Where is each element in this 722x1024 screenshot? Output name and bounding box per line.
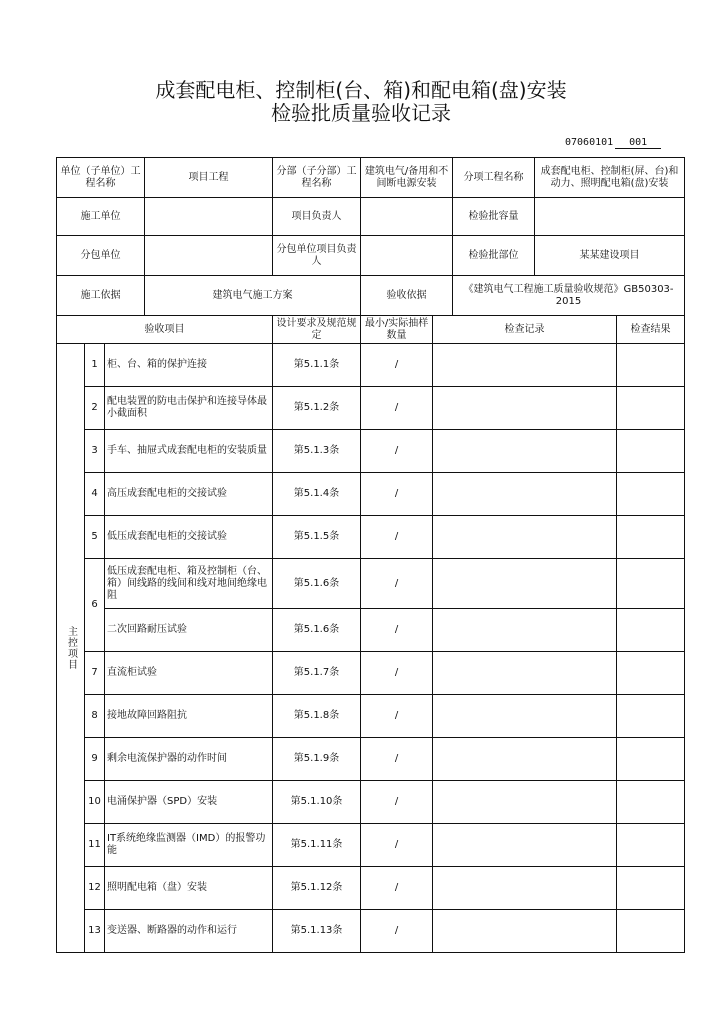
item-clause: 第5.1.9条	[273, 738, 361, 781]
construction-unit-value[interactable]	[145, 198, 273, 236]
subcontract-manager-label: 分包单位项目负责人	[273, 236, 361, 276]
col-header-item: 验收项目	[57, 316, 273, 344]
item-clause: 第5.1.2条	[273, 387, 361, 430]
item-sample: /	[361, 559, 433, 609]
col-header-result: 检查结果	[617, 316, 685, 344]
item-no: 6	[85, 559, 105, 652]
item-name: 高压成套配电柜的交接试验	[105, 473, 273, 516]
item-record[interactable]	[433, 609, 617, 652]
batch-location-value: 某某建设项目	[535, 236, 685, 276]
item-result[interactable]	[617, 824, 685, 867]
item-clause: 第5.1.3条	[273, 430, 361, 473]
item-record[interactable]	[433, 430, 617, 473]
item-name: IT系统绝缘监测器（IMD）的报警功能	[105, 824, 273, 867]
subitem-value: 成套配电柜、控制柜(屏、台)和动力、照明配电箱(盘)安装	[535, 158, 685, 198]
subcontract-unit-value[interactable]	[145, 236, 273, 276]
item-record[interactable]	[433, 344, 617, 387]
item-sample: /	[361, 781, 433, 824]
item-name: 剩余电流保护器的动作时间	[105, 738, 273, 781]
project-manager-value[interactable]	[361, 198, 453, 236]
item-clause: 第5.1.4条	[273, 473, 361, 516]
doc-code	[565, 137, 661, 149]
col-header-sample: 最小/实际抽样数量	[361, 316, 433, 344]
item-clause: 第5.1.11条	[273, 824, 361, 867]
basis-value: 建筑电气施工方案	[145, 276, 361, 316]
item-sample: /	[361, 516, 433, 559]
item-clause: 第5.1.6条	[273, 609, 361, 652]
item-record[interactable]	[433, 516, 617, 559]
item-name: 低压成套配电柜的交接试验	[105, 516, 273, 559]
item-sample: /	[361, 910, 433, 953]
item-result[interactable]	[617, 910, 685, 953]
item-record[interactable]	[433, 738, 617, 781]
item-result[interactable]	[617, 516, 685, 559]
batch-location-label: 检验批部位	[453, 236, 535, 276]
form-title-line1: 成套配电柜、控制柜(台、箱)和配电箱(盘)安装	[155, 78, 567, 102]
inspection-form-table	[56, 157, 685, 953]
item-clause: 第5.1.10条	[273, 781, 361, 824]
construction-unit-label: 施工单位	[57, 198, 145, 236]
doc-code-value: 07060101	[565, 137, 614, 148]
item-name: 电涌保护器（SPD）安装	[105, 781, 273, 824]
acceptance-basis-value: 《建筑电气工程施工质量验收规范》GB50303-2015	[453, 276, 685, 316]
item-sample: /	[361, 387, 433, 430]
col-header-record: 检查记录	[433, 316, 617, 344]
project-name-label: 项目工程	[145, 158, 273, 198]
item-result[interactable]	[617, 344, 685, 387]
item-result[interactable]	[617, 695, 685, 738]
item-name: 手车、抽屉式成套配电柜的安装质量	[105, 430, 273, 473]
item-name: 配电装置的防电击保护和连接导体最小截面积	[105, 387, 273, 430]
doc-number: 001	[615, 137, 661, 149]
division-value: 建筑电气/备用和不间断电源安装	[361, 158, 453, 198]
item-no: 13	[85, 910, 105, 953]
item-record[interactable]	[433, 652, 617, 695]
item-clause: 第5.1.12条	[273, 867, 361, 910]
item-name: 二次回路耐压试验	[105, 609, 273, 652]
item-name: 直流柜试验	[105, 652, 273, 695]
item-sample: /	[361, 609, 433, 652]
item-result[interactable]	[617, 867, 685, 910]
unit-name-label: 单位（子单位）工程名称	[57, 158, 145, 198]
basis-label: 施工依据	[57, 276, 145, 316]
item-name: 变送器、断路器的动作和运行	[105, 910, 273, 953]
division-label: 分部（子分部）工程名称	[273, 158, 361, 198]
item-sample: /	[361, 695, 433, 738]
item-result[interactable]	[617, 609, 685, 652]
subcontract-manager-value[interactable]	[361, 236, 453, 276]
item-clause: 第5.1.7条	[273, 652, 361, 695]
project-manager-label: 项目负责人	[273, 198, 361, 236]
item-clause: 第5.1.6条	[273, 559, 361, 609]
item-name: 低压成套配电柜、箱及控制柜（台、箱）间线路的线间和线对地间绝缘电阻	[105, 559, 273, 609]
item-no: 4	[85, 473, 105, 516]
item-sample: /	[361, 430, 433, 473]
item-name: 柜、台、箱的保护连接	[105, 344, 273, 387]
item-record[interactable]	[433, 824, 617, 867]
item-no: 1	[85, 344, 105, 387]
item-result[interactable]	[617, 738, 685, 781]
item-clause: 第5.1.8条	[273, 695, 361, 738]
item-name: 接地故障回路阻抗	[105, 695, 273, 738]
item-no: 12	[85, 867, 105, 910]
item-record[interactable]	[433, 867, 617, 910]
item-clause: 第5.1.13条	[273, 910, 361, 953]
subitem-label: 分项工程名称	[453, 158, 535, 198]
item-no: 11	[85, 824, 105, 867]
form-title-line2: 检验批质量验收记录	[271, 101, 451, 125]
item-clause: 第5.1.1条	[273, 344, 361, 387]
section-main-control: 主控项目	[57, 344, 85, 953]
item-name: 照明配电箱（盘）安装	[105, 867, 273, 910]
item-result[interactable]	[617, 559, 685, 609]
item-result[interactable]	[617, 781, 685, 824]
item-result[interactable]	[617, 430, 685, 473]
item-sample: /	[361, 867, 433, 910]
item-no: 9	[85, 738, 105, 781]
acceptance-basis-label: 验收依据	[361, 276, 453, 316]
item-no: 2	[85, 387, 105, 430]
col-header-design: 设计要求及规范规定	[273, 316, 361, 344]
item-record[interactable]	[433, 387, 617, 430]
batch-capacity-label: 检验批容量	[453, 198, 535, 236]
item-sample: /	[361, 652, 433, 695]
item-result[interactable]	[617, 473, 685, 516]
item-record[interactable]	[433, 910, 617, 953]
item-record[interactable]	[433, 473, 617, 516]
item-sample: /	[361, 738, 433, 781]
item-result[interactable]	[617, 652, 685, 695]
batch-capacity-value[interactable]	[535, 198, 685, 236]
item-clause: 第5.1.5条	[273, 516, 361, 559]
item-no: 8	[85, 695, 105, 738]
item-sample: /	[361, 473, 433, 516]
item-no: 7	[85, 652, 105, 695]
item-no: 10	[85, 781, 105, 824]
item-record[interactable]	[433, 781, 617, 824]
item-record[interactable]	[433, 559, 617, 609]
subcontract-unit-label: 分包单位	[57, 236, 145, 276]
item-no: 3	[85, 430, 105, 473]
item-result[interactable]	[617, 387, 685, 430]
item-no: 5	[85, 516, 105, 559]
item-record[interactable]	[433, 695, 617, 738]
item-sample: /	[361, 824, 433, 867]
item-sample: /	[361, 344, 433, 387]
